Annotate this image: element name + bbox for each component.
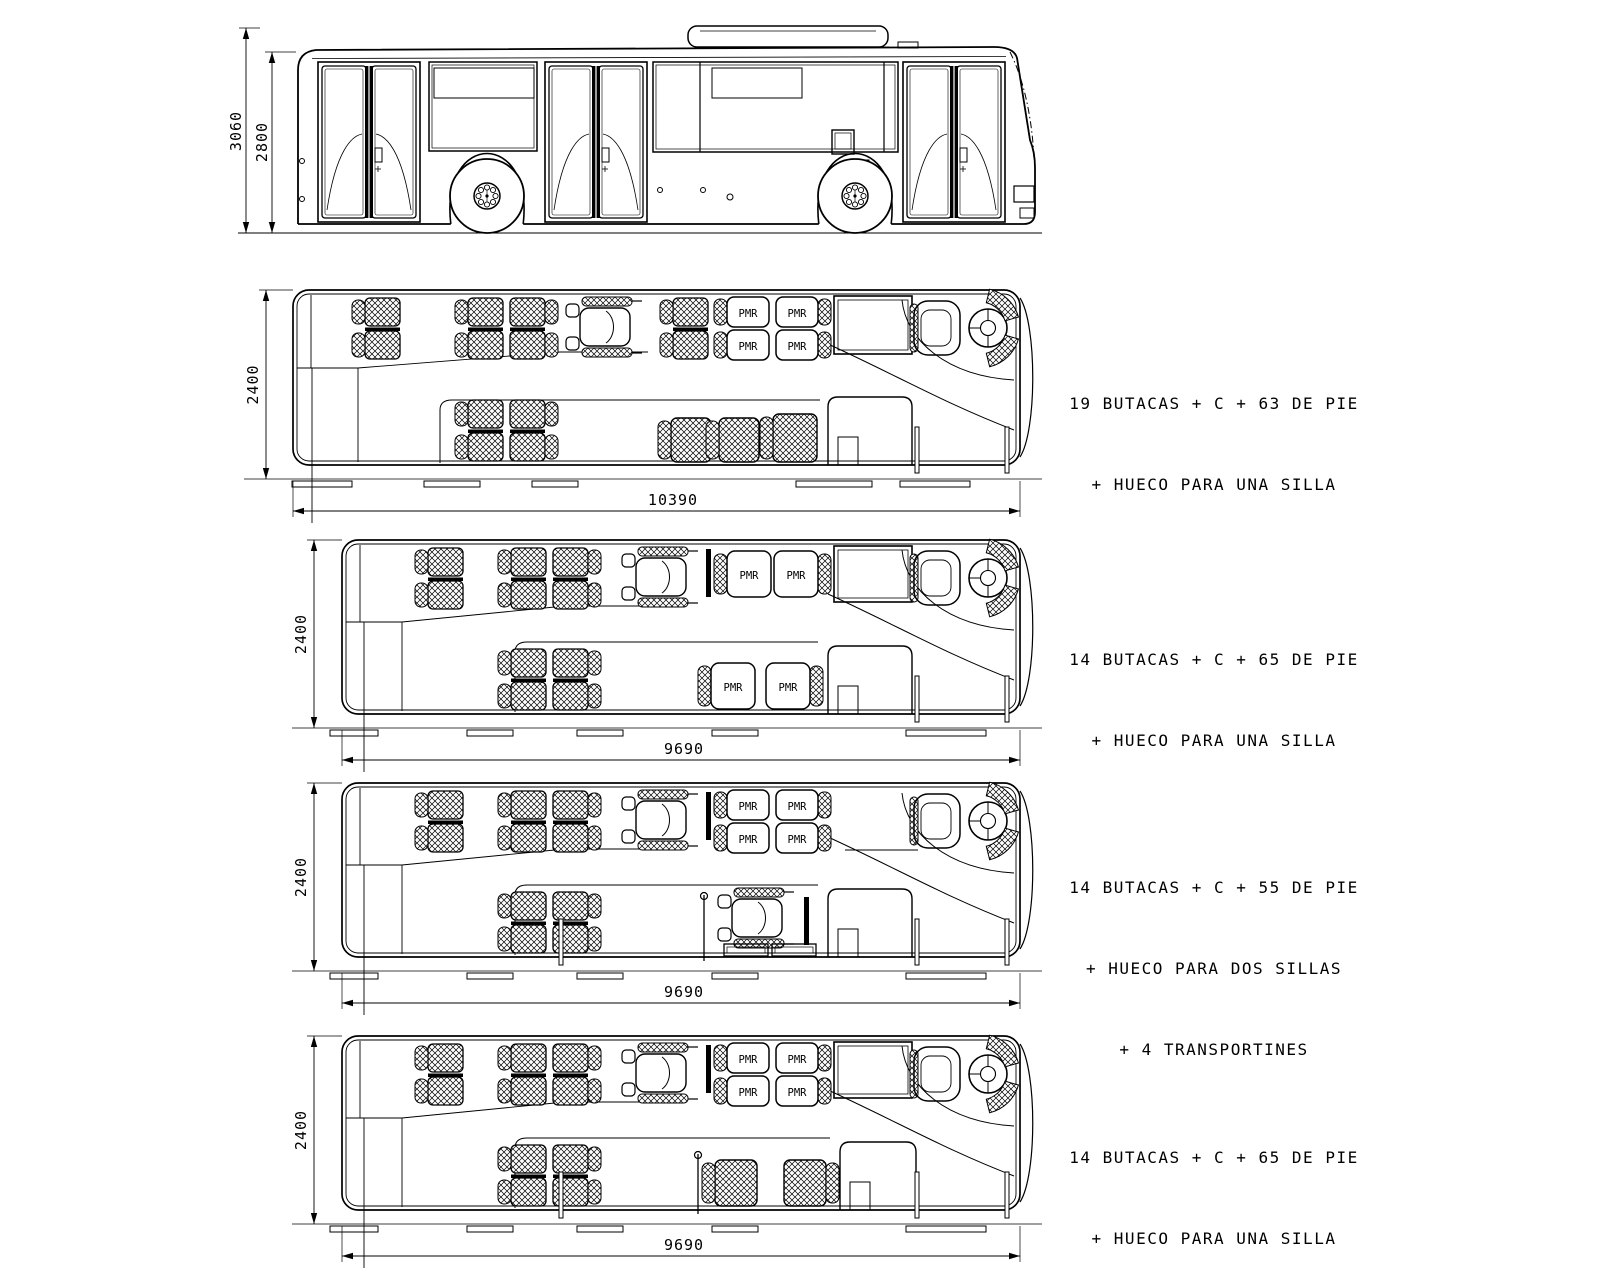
- partition-panel: [706, 792, 711, 840]
- wheelchair-space: [622, 1043, 698, 1103]
- pmr-folding-seats: [776, 297, 831, 360]
- caption-line: + HUECO PARA UNA SILLA: [1091, 731, 1337, 750]
- dim-plan-width: 2400: [292, 613, 310, 655]
- caption-line: + HUECO PARA DOS SILLAS: [1085, 959, 1343, 978]
- front-door-area: [840, 1142, 916, 1210]
- front-door-area: [828, 889, 912, 957]
- dim-plan-length: 9690: [663, 1236, 705, 1254]
- driver-seat: [910, 289, 1018, 367]
- passenger-double-seat: [510, 298, 558, 359]
- door-2: [545, 62, 647, 222]
- door-3: [903, 62, 1005, 222]
- pmr-seat-label: PMR: [738, 308, 758, 320]
- roof-ac-unit: [688, 26, 918, 48]
- pmr-folding-seats: [776, 790, 831, 853]
- side-windows: [429, 62, 898, 154]
- door-stanchion: [915, 676, 919, 722]
- wheel-1: [450, 159, 524, 233]
- front-door-area: [828, 397, 912, 465]
- door-stanchion: [915, 919, 919, 965]
- handrail-pole: [695, 1152, 702, 1215]
- pmr-folding-seats: [714, 790, 769, 853]
- door-stanchion: [915, 427, 919, 473]
- wheelchair-space: [718, 888, 794, 948]
- pmr-folding-seat: [698, 663, 755, 709]
- pmr-seat-label: PMR: [787, 1087, 807, 1099]
- passenger-double-seat: [553, 548, 601, 609]
- caption-line: 14 BUTACAS + C + 65 DE PIE: [1069, 650, 1359, 669]
- driver-seat: [910, 782, 1018, 860]
- caption-line: 14 BUTACAS + C + 55 DE PIE: [1069, 878, 1359, 897]
- passenger-single-seat: [702, 1160, 757, 1206]
- passenger-double-seat: [455, 400, 503, 461]
- plan4-caption: [1040, 1090, 1388, 1280]
- passenger-double-seat: [553, 1044, 601, 1105]
- passenger-double-seat: [415, 548, 463, 609]
- passenger-single-seat: [658, 418, 711, 462]
- pmr-seat-label: PMR: [787, 801, 807, 813]
- door-stanchion: [559, 1172, 563, 1218]
- passenger-double-seat: [498, 548, 546, 609]
- passenger-double-seat: [510, 400, 558, 461]
- passenger-double-seat: [455, 298, 503, 359]
- door-stanchion: [1005, 427, 1009, 473]
- floor-plan-3: [292, 782, 1042, 1015]
- pmr-folding-seats: [776, 1043, 831, 1106]
- cabinet-box: [834, 1042, 912, 1098]
- partition-panel: [804, 897, 809, 945]
- pmr-seat-label: PMR: [738, 1087, 758, 1099]
- dim-body-height: 2800: [253, 121, 271, 163]
- wheelchair-space: [622, 547, 698, 607]
- partition-panel: [706, 1045, 711, 1093]
- passenger-double-seat: [415, 1044, 463, 1105]
- driver-seat: [910, 539, 1018, 617]
- door-stanchion: [1005, 1172, 1009, 1218]
- floor-plan-2: [292, 539, 1042, 772]
- pmr-folding-seat: [714, 551, 771, 597]
- driver-seat: [910, 1035, 1018, 1113]
- pmr-folding-seat: [766, 663, 823, 709]
- cabinet-box: [834, 546, 912, 602]
- passenger-single-seat: [706, 418, 759, 462]
- door-1: [318, 62, 420, 222]
- passenger-double-seat: [553, 649, 601, 710]
- plan3-caption: [1040, 820, 1388, 1117]
- plan2-caption: [1040, 592, 1388, 808]
- dim-plan-width: 2400: [292, 856, 310, 898]
- passenger-double-seat: [553, 791, 601, 852]
- plan1-caption: [1040, 336, 1388, 552]
- caption-line: + 4 TRANSPORTINES: [1119, 1040, 1309, 1059]
- dim-plan-width: 2400: [292, 1109, 310, 1151]
- partition-panel: [706, 549, 711, 597]
- caption-line: 14 BUTACAS + C + 65 DE PIE: [1069, 1148, 1359, 1167]
- door-stanchion: [1005, 919, 1009, 965]
- passenger-single-seat: [784, 1160, 839, 1206]
- passenger-single-seat: [760, 414, 817, 462]
- pmr-seat-label: PMR: [787, 341, 807, 353]
- dim-plan-length: 10390: [647, 491, 699, 509]
- passenger-double-seat: [498, 649, 546, 710]
- pmr-seat-label: PMR: [787, 834, 807, 846]
- floor-plan-1: [244, 289, 1042, 523]
- pmr-seat-label: PMR: [786, 570, 806, 582]
- pmr-seat-label: PMR: [723, 682, 743, 694]
- passenger-double-seat: [498, 1044, 546, 1105]
- pmr-seat-label: PMR: [787, 308, 807, 320]
- pmr-seat-label: PMR: [778, 682, 798, 694]
- pmr-seat-label: PMR: [739, 570, 759, 582]
- pmr-folding-seats: [714, 297, 769, 360]
- floor-plan-4: [292, 1035, 1042, 1268]
- door-stanchion: [915, 1172, 919, 1218]
- pmr-seat-label: PMR: [738, 341, 758, 353]
- passenger-double-seat: [660, 298, 708, 359]
- front-door-area: [828, 646, 912, 714]
- passenger-double-seat: [415, 791, 463, 852]
- pmr-folding-seat: [774, 551, 831, 597]
- wheelchair-space: [566, 297, 642, 357]
- door-stanchion: [559, 919, 563, 965]
- dim-plan-length: 9690: [663, 740, 705, 758]
- door-stanchion: [1005, 676, 1009, 722]
- pmr-folding-seats: [714, 1043, 769, 1106]
- pmr-seat-label: PMR: [738, 801, 758, 813]
- caption-line: 19 BUTACAS + C + 63 DE PIE: [1069, 394, 1359, 413]
- pmr-seat-label: PMR: [738, 834, 758, 846]
- side-dimensions: [227, 28, 296, 233]
- dim-plan-width: 2400: [244, 364, 262, 405]
- wheelchair-space: [622, 790, 698, 850]
- passenger-double-seat: [498, 892, 546, 953]
- passenger-double-seat: [498, 1145, 546, 1206]
- wheel-2: [818, 159, 892, 233]
- caption-line: + HUECO PARA UNA SILLA: [1091, 1229, 1337, 1248]
- cabinet-box: [834, 296, 912, 354]
- handrail-pole: [701, 893, 708, 962]
- bus-side-elevation: [227, 26, 1042, 233]
- passenger-double-seat: [352, 298, 400, 359]
- passenger-double-seat: [498, 791, 546, 852]
- pmr-seat-label: PMR: [738, 1054, 758, 1066]
- dim-plan-length: 9690: [663, 983, 705, 1001]
- caption-line: + HUECO PARA UNA SILLA: [1091, 475, 1337, 494]
- pmr-seat-label: PMR: [787, 1054, 807, 1066]
- dim-total-height: 3060: [227, 110, 245, 152]
